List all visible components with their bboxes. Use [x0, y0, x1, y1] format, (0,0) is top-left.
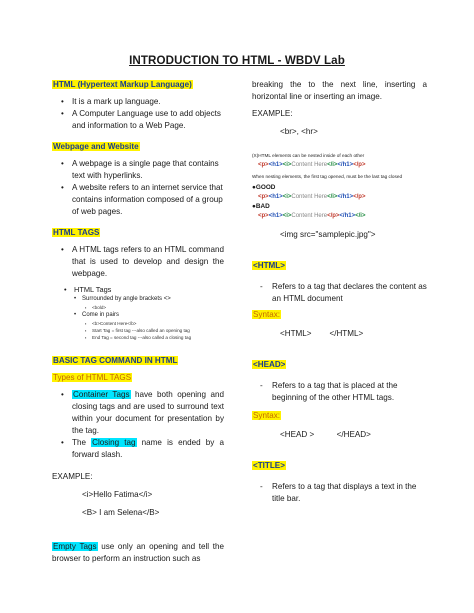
good-label: ●GOOD: [252, 184, 276, 191]
tags-heading: HTML TAGS: [53, 228, 100, 237]
list-item: • It is a mark up language.: [52, 96, 224, 108]
list-item: • A webpage is a single page that contains text with hyperlinks.: [52, 158, 224, 182]
slide-subpoint: ▪ Start Tag = first tag ---also called an opening tag: [52, 327, 224, 334]
slide-subpoint: ▪ <b>Content Here</b>: [52, 320, 224, 327]
list-item: • A HTML tags refers to an HTML command that is used to develop and design the webpage.: [52, 244, 224, 280]
tag-description: - Refers to a tag that displays a text in the title bar.: [252, 481, 427, 505]
html-heading: HTML (Hypertext Markup Language): [53, 80, 192, 89]
example-label: EXAMPLE:: [252, 109, 293, 118]
slide-title: • HTML Tags: [52, 284, 224, 295]
list-item: • The Closing tag name is ended by a forward slash.: [52, 437, 224, 461]
syntax-code: <HTML> </HTML>: [280, 329, 364, 338]
nesting-note: (X)HTML elements can be nested inside of each other: [252, 153, 365, 158]
slide-subpoint: ▪ End Tag = second tag ---also called a closing tag: [52, 334, 224, 341]
syntax-code: <HEAD > </HEAD>: [280, 430, 371, 439]
example-label: EXAMPLE:: [52, 472, 93, 481]
continued-text: breaking the to the next line, inserting a horizontal line or inserting an image.: [252, 80, 427, 101]
nesting-note: When nesting elements, the first tag opened, must be the last tag closed: [252, 174, 403, 179]
slide-excerpt: [52, 284, 224, 341]
example-code: <br>, <hr>: [280, 127, 318, 136]
nesting-example: <p><h1><i>Content Here</i></h1></p>: [258, 162, 366, 168]
example-code: <B> I am Selena</B>: [82, 508, 160, 517]
tag-description: - Refers to a tag that declares the content as an HTML document: [252, 281, 427, 305]
bad-example: <p><h1><i>Content Here</p></h1></i>: [258, 213, 366, 219]
list-item: • Container Tags have both opening and closing tags and are used to surround text within your document for presentation by the tag.: [52, 389, 224, 437]
tag-description: - Refers to a tag that is placed at the beginning of the other HTML tags.: [252, 380, 427, 404]
basic-heading: BASIC TAG COMMAND IN HTML: [53, 356, 178, 365]
slide-point: • Surrounded by angle brackets <>: [52, 295, 224, 304]
types-heading: Types of HTML TAGS: [53, 373, 132, 382]
left-column: [52, 79, 224, 565]
list-item: • A website refers to an internet service that contains information composed of a group of web pages.: [52, 182, 224, 218]
good-example: <p><h1><i>Content Here</i></h1></p>: [258, 194, 366, 200]
slide-subpoint: ▪ <bold>: [52, 304, 224, 311]
img-example: <img src="samplepic.jpg">: [280, 230, 376, 239]
syntax-label: Syntax:: [253, 411, 280, 420]
syntax-label: Syntax:: [253, 310, 280, 319]
example-code: <i>Hello Fatima</i>: [82, 490, 153, 499]
nesting-excerpt: [252, 152, 427, 221]
webpage-heading: Webpage and Website: [53, 142, 139, 151]
list-item: • A Computer Language use to add objects and information to a Web Page.: [52, 108, 224, 132]
bad-label: ●BAD: [252, 203, 270, 210]
empty-tags-text: Empty Tags use only an opening and tell the browser to perform an instruction such as: [52, 542, 224, 563]
page-title: INTRODUCTION TO HTML - WBDV Lab: [129, 54, 345, 67]
head-tag-heading: <HEAD>: [253, 360, 286, 369]
right-column: [252, 79, 427, 505]
html-tag-heading: <HTML>: [253, 261, 285, 270]
slide-point: • Come in pairs: [52, 311, 224, 320]
title-tag-heading: <TITLE>: [253, 461, 285, 470]
